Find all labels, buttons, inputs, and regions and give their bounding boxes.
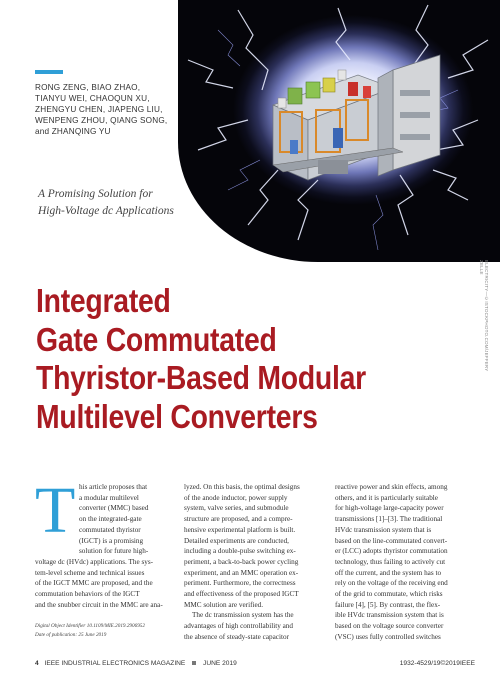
body-line: converter (MMC) based: [79, 504, 149, 513]
body-line: structure are proposed, and a compre-: [184, 515, 293, 524]
body-line: on the integrated-gate: [79, 515, 142, 524]
body-line: commutation behaviors of the IGCT: [35, 590, 140, 599]
body-line: HVdc transmission system that is: [335, 525, 432, 534]
body-line: experiment, and an MMC operation ex-: [184, 568, 299, 577]
body-line: periment, a back-to-back power cycling: [184, 557, 299, 566]
body-line: transmissions [1]–[3]. The traditional: [335, 515, 443, 524]
drop-cap: T: [35, 474, 76, 547]
body-line: and the snubber circuit in the MMC are ana-: [35, 600, 163, 609]
author-line: and ZHANQING YU: [35, 127, 111, 137]
page-number: 4: [35, 660, 39, 667]
body-line: hensive experimental platform is built.: [184, 525, 296, 534]
body-line: off the current, and the system has to: [335, 568, 442, 577]
hero-illustration: [178, 0, 500, 262]
body-line: commutated thyristor: [79, 525, 141, 534]
body-line: the absence of steady-state capacitor: [184, 632, 289, 641]
body-line: voltage dc (HVdc) applications. The sys-: [35, 557, 154, 566]
body-line: lyzed. On this basis, the optimal designs: [184, 483, 300, 491]
issue-date: JUNE 2019: [203, 660, 237, 667]
article-title: [36, 282, 414, 436]
body-line: of the anode inductor, power supply: [184, 493, 288, 502]
author-line: ZHENGYU CHEN, JIAPENG LIU,: [35, 105, 163, 115]
page-footer: [35, 660, 475, 672]
body-line: ible HVdc transmission system that is: [335, 611, 444, 620]
body-line: based on the voltage source converter: [335, 622, 444, 631]
magazine-name: IEEE INDUSTRIAL ELECTRONICS MAGAZINE: [44, 660, 186, 667]
doi-text: Digital Object Identifier 10.1109/MIE.2019.2906952: [35, 623, 145, 629]
body-line: advantages of high controllability and: [184, 622, 293, 631]
body-line: periment. Furthermore, the correctness: [184, 579, 296, 588]
body-line: (VSC) uses fully controlled switches: [335, 632, 441, 641]
body-line: of the IGCT MMC are proposed, and the: [35, 579, 153, 588]
igct-valve-render: [178, 0, 500, 262]
title-line: Gate Commutated: [36, 320, 277, 358]
author-line: RONG ZENG, BIAO ZHAO,: [35, 83, 141, 92]
body-line: MMC solution are verified.: [184, 600, 264, 609]
body-line: reactive power and skin effects, among: [335, 483, 448, 491]
body-column-2: [184, 482, 320, 643]
body-line: Detailed experiments are conducted,: [184, 536, 289, 545]
photo-credit: ELECTRICITY—©ISTOCKPHOTO.COM/JEFFERY ZELLE: [479, 260, 489, 372]
subtitle-line: A Promising Solution for: [38, 188, 153, 200]
footer-separator: [192, 661, 196, 665]
body-line: er (LCC) adopts thyristor commutation: [335, 547, 448, 556]
body-line: The dc transmission system has the: [192, 611, 294, 620]
body-line: rely on the voltage of the receiving end: [335, 579, 448, 588]
body-line: and effectiveness of the proposed IGCT: [184, 590, 299, 599]
body-column-1: [35, 474, 170, 610]
body-line: of the grid to commutate, which risks: [335, 590, 443, 599]
title-line: Multilevel Converters: [36, 397, 318, 435]
body-line: failure [4], [5]. By contrast, the flex-: [335, 600, 441, 609]
body-line: (IGCT) is a promising: [79, 536, 144, 545]
body-line: a modular multilevel: [79, 493, 139, 502]
author-list: [35, 82, 195, 137]
article-subtitle: [38, 186, 218, 219]
body-line: system, valve series, and submodule: [184, 504, 289, 513]
body-line: technology, thus failing to actively cut: [335, 557, 446, 566]
body-line: others, and it is particularly suitable: [335, 493, 438, 502]
publication-date: Date of publication: 25 June 2019: [35, 631, 107, 638]
doi-block: [35, 622, 170, 639]
body-line: tem-level scheme and technical issues: [35, 568, 145, 577]
body-line: based on the line-commutated convert-: [335, 536, 448, 545]
title-line: Thyristor-Based Modular: [36, 359, 366, 396]
author-line: TIANYU WEI, CHAOQUN XU,: [35, 94, 150, 104]
body-line: his article proposes that: [79, 483, 148, 491]
issn-copyright: 1932-4529/19©2019IEEE: [399, 660, 475, 667]
title-line: Integrated: [36, 282, 171, 319]
author-line: WENPENG ZHOU, QIANG SONG,: [35, 116, 168, 126]
subtitle-line: High-Voltage dc Applications: [38, 204, 174, 217]
body-line: solution for future high-: [79, 547, 149, 556]
body-column-3: [335, 482, 471, 643]
body-line: for high-voltage large-capacity power: [335, 504, 444, 513]
authors-accent-bar: [35, 70, 63, 74]
body-line: including a double-pulse switching ex-: [184, 547, 296, 556]
footer-left: [35, 660, 237, 667]
